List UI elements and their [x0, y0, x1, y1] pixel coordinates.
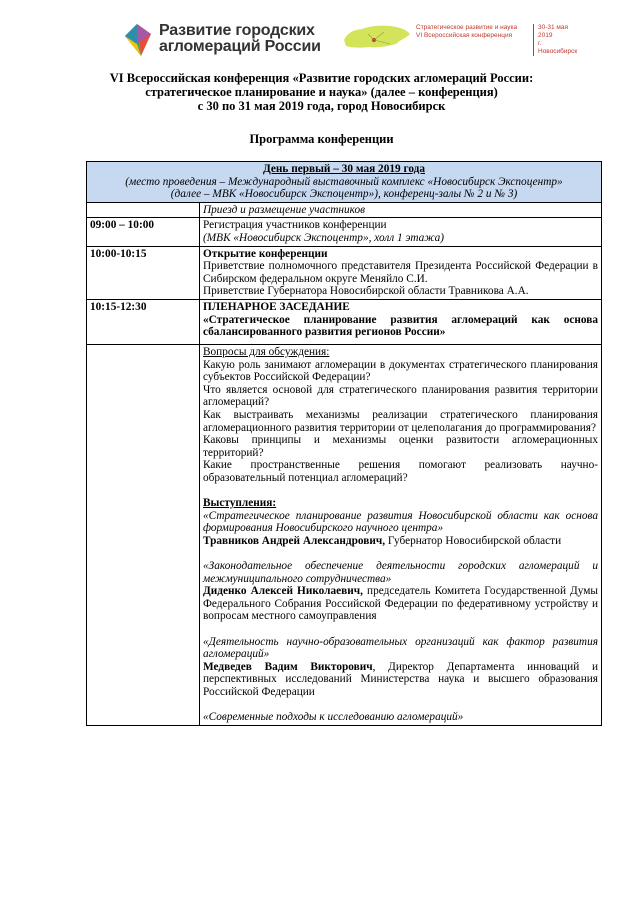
- table-row: [87, 299, 602, 344]
- document-title: VI Всероссийская конференция «Развитие городских агломераций России: стратегическое планирование и наука» (далее – конференция) с 30 по 31 мая 2019 года, город Новосибирск: [109, 71, 534, 113]
- agglomeration-logo-icon: [117, 20, 157, 60]
- logo-title: Развитие городских агломераций России: [159, 22, 321, 55]
- speaker: Травников Андрей Александрович, Губернатор Новосибирской области: [203, 534, 562, 547]
- speech-topic: «Законодательное обеспечение деятельности городских агломераций и межмуниципального сотрудничества»: [203, 560, 598, 585]
- day-header: День первый – 30 мая 2019 года (место проведения – Международный выставочный комплекс «Новосибирск Экспоцентр» (далее – МВК «Новосибирск Экспоцентр»), конференц-залы № 2 и № 3): [87, 162, 602, 203]
- speech-topic: «Современные подходы к исследованию агломераций»: [203, 711, 464, 724]
- event-cell: ПЛЕНАРНОЕ ЗАСЕДАНИЕ «Стратегическое планирование развития агломераций как основа сбалансированного развития регионов России»: [200, 299, 602, 344]
- banner-date: 30-31 мая 2019 г. Новосибирск: [533, 24, 580, 56]
- event-cell: Открытие конференции Приветствие полномочного представителя Президента Российской Федерации в Сибирском федеральном округе Меняйло С.И. Приветствие Губернатора Новосибирской области Травникова А.А.: [200, 246, 602, 299]
- table-row: [87, 344, 602, 725]
- event-cell: Вопросы для обсуждения: Какую роль занимают агломерации в документах стратегического планирования субъектов Российской Федерации? Что является основой для стратегического планирования развития территории агломераций? Как выстраивать механизмы реализации стратегического планирования агломерационного развития территории от целеполагания до программирования? Каковы принципы и механизмы оценки развитости агломерационных территорий? Какие пространственные решения помогают реализовать научно-образовательный потенциал агломераций? Выступления: «Стратегическое планирование развития Новосибирской области как основа формирования Новосибирского научного центра» Травников Андрей Александрович, Губернатор Новосибирской области «Законодательное обеспечение деятельности городских агломераций и межмуниципального сотрудничества» Диденко Алексей Николаевич, председатель Комитета Государственной Думы Федерального Собрания Российской Федерации по федеративному устройству и вопросам местного самоуправления «Деятельность научно-образовательных организаций как фактор развития агломераций» Медведев Вадим Викторович, Директор Департамента инноваций и перспективных исследований Министерства наука и высшего образования Российской Федерации «Современные подходы к исследованию агломераций»: [200, 344, 602, 725]
- program-table: [86, 161, 602, 726]
- banner-text: Стратегическое развитие и наука VI Всероссийская конференция: [416, 24, 518, 39]
- page-header: [0, 0, 643, 68]
- event-cell: Регистрация участников конференции (МВК «Новосибирск Экспоцентр», холл 1 этажа): [200, 218, 602, 246]
- day-header-row: [87, 162, 602, 203]
- time-cell: [87, 344, 200, 725]
- speech-topic: «Деятельность научно-образовательных организаций как фактор развития агломераций»: [203, 635, 598, 661]
- russia-map-icon: [340, 20, 412, 56]
- table-row: [87, 218, 602, 246]
- speaker: Диденко Алексей Николаевич, председатель Комитета Государственной Думы Федерального Собрания Российской Федерации по федеративному устройству и вопросам местного самоуправления: [203, 585, 598, 623]
- table-row: [87, 202, 602, 218]
- time-cell: [87, 202, 200, 218]
- time-cell: 10:15-12:30: [87, 299, 200, 344]
- speaker: Медведев Вадим Викторович, Директор Департамента инноваций и перспективных исследований Министерства наука и высшего образования Российской Федерации: [203, 660, 598, 698]
- table-row: [87, 246, 602, 299]
- program-subtitle: Программа конференции: [249, 132, 394, 146]
- speech-topic: «Стратегическое планирование развития Новосибирской области как основа формирования Новосибирского научного центра»: [203, 509, 598, 535]
- conference-banner: [340, 18, 580, 58]
- time-cell: 09:00 – 10:00: [87, 218, 200, 246]
- time-cell: 10:00-10:15: [87, 246, 200, 299]
- event-cell: Приезд и размещение участников: [200, 202, 602, 218]
